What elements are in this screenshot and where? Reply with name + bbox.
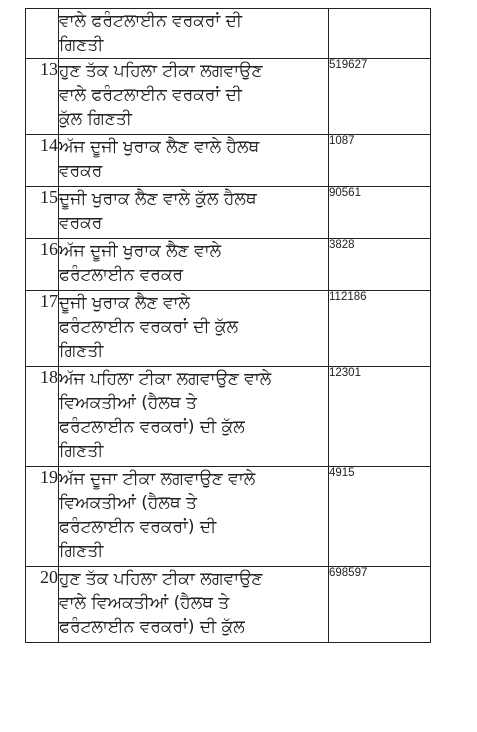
table-row	[26, 467, 431, 567]
row-value	[329, 9, 431, 59]
table-row	[26, 59, 431, 135]
row-description: ਦੂਜੀ ਖੁਰਾਕ ਲੈਣ ਵਾਲੇ ਕੁੱਲ ਹੈਲਥ ਵਰਕਰ	[59, 187, 329, 239]
row-value: 4915	[329, 467, 431, 567]
table-row	[26, 9, 431, 59]
row-number: 20	[26, 567, 59, 643]
table-row	[26, 187, 431, 239]
row-number: 18	[26, 367, 59, 467]
row-description: ਅੱਜ ਪਹਿਲਾ ਟੀਕਾ ਲਗਵਾਉਣ ਵਾਲੇ ਵਿਅਕਤੀਆਂ (ਹੈਲਥ ਤੇ ਫਰੰਟਲਾਈਨ ਵਰਕਰਾਂ) ਦੀ ਕੁੱਲ ਗਿਣਤੀ	[59, 367, 329, 467]
row-number: 17	[26, 291, 59, 367]
row-value: 698597	[329, 567, 431, 643]
row-value: 1087	[329, 135, 431, 187]
statistics-table	[25, 8, 431, 643]
row-value: 90561	[329, 187, 431, 239]
table-row	[26, 135, 431, 187]
row-number: 15	[26, 187, 59, 239]
row-value: 12301	[329, 367, 431, 467]
row-number: 13	[26, 59, 59, 135]
row-value: 3828	[329, 239, 431, 291]
table-row	[26, 291, 431, 367]
row-description: ਵਾਲੇ ਫਰੰਟਲਾਈਨ ਵਰਕਰਾਂ ਦੀ ਗਿਣਤੀ	[59, 9, 329, 59]
row-description: ਹੁਣ ਤੱਕ ਪਹਿਲਾ ਟੀਕਾ ਲਗਵਾਉਣ ਵਾਲੇ ਫਰੰਟਲਾਈਨ ਵਰਕਰਾਂ ਦੀ ਕੁੱਲ ਗਿਣਤੀ	[59, 59, 329, 135]
row-number: 19	[26, 467, 59, 567]
table-row	[26, 367, 431, 467]
row-description: ਅੱਜ ਦੂਜਾ ਟੀਕਾ ਲਗਵਾਉਣ ਵਾਲੇ ਵਿਅਕਤੀਆਂ (ਹੈਲਥ ਤੇ ਫਰੰਟਲਾਈਨ ਵਰਕਰਾਂ) ਦੀ ਗਿਣਤੀ	[59, 467, 329, 567]
row-value: 112186	[329, 291, 431, 367]
row-description: ਦੂਜੀ ਖੁਰਾਕ ਲੈਣ ਵਾਲੇ ਫਰੰਟਲਾਈਨ ਵਰਕਰਾਂ ਦੀ ਕੁੱਲ ਗਿਣਤੀ	[59, 291, 329, 367]
row-number	[26, 9, 59, 59]
table-row	[26, 567, 431, 643]
row-value: 519627	[329, 59, 431, 135]
row-number: 14	[26, 135, 59, 187]
row-description: ਹੁਣ ਤੱਕ ਪਹਿਲਾ ਟੀਕਾ ਲਗਵਾਉਣ ਵਾਲੇ ਵਿਅਕਤੀਆਂ (ਹੈਲਥ ਤੇ ਫਰੰਟਲਾਈਨ ਵਰਕਰਾਂ) ਦੀ ਕੁੱਲ	[59, 567, 329, 643]
table-row	[26, 239, 431, 291]
row-description: ਅੱਜ ਦੂਜੀ ਖੁਰਾਕ ਲੈਣ ਵਾਲੇ ਫਰੰਟਲਾਈਨ ਵਰਕਰ	[59, 239, 329, 291]
row-number: 16	[26, 239, 59, 291]
row-description: ਅੱਜ ਦੂਜੀ ਖੁਰਾਕ ਲੈਣ ਵਾਲੇ ਹੈਲਥ ਵਰਕਰ	[59, 135, 329, 187]
